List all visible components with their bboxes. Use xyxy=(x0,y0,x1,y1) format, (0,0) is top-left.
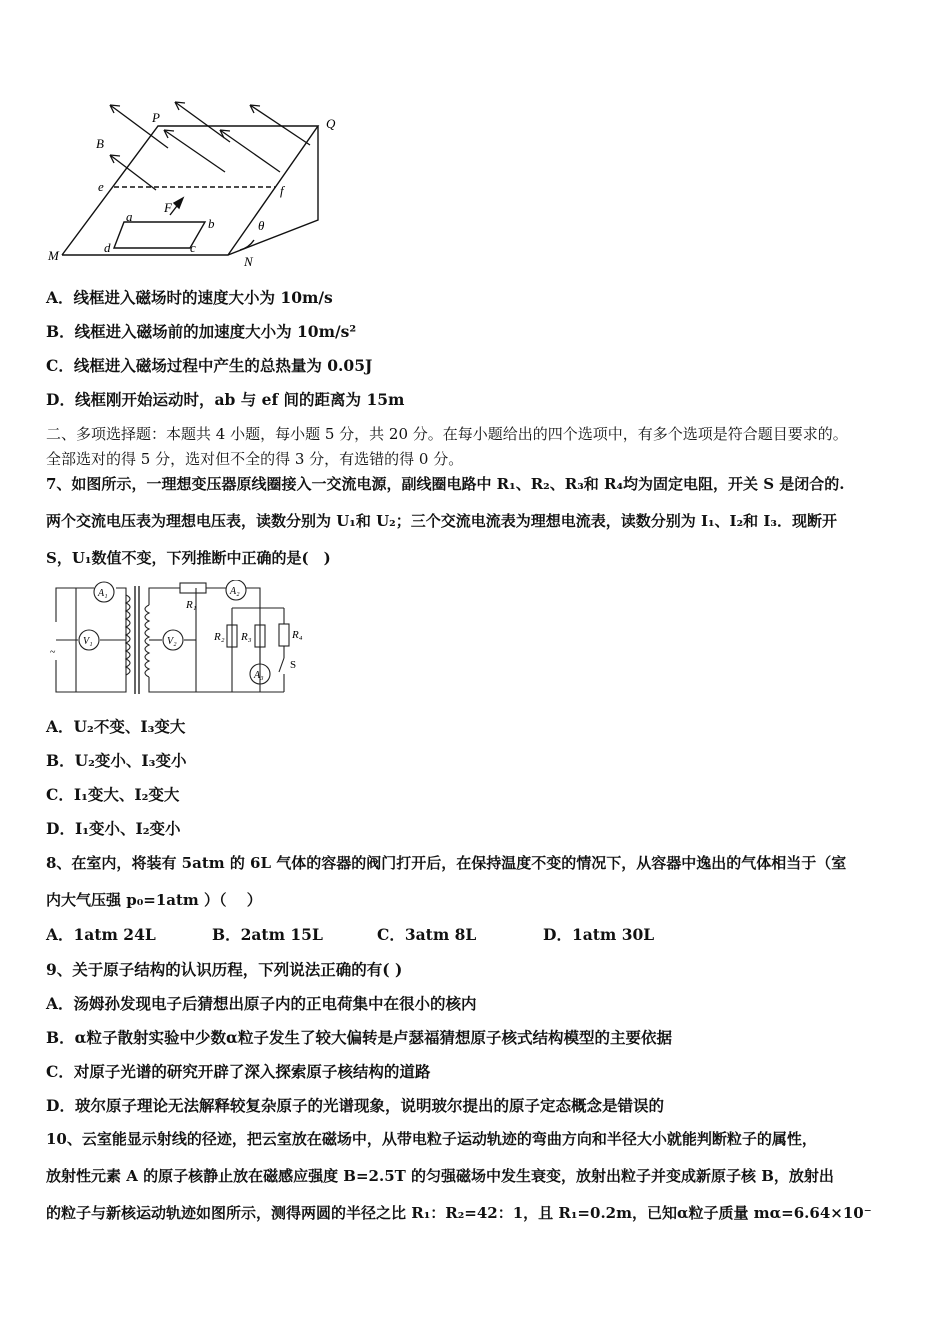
q8-option-d: D．1atm 30L xyxy=(543,925,655,944)
label-R2: R₂ xyxy=(214,631,225,643)
label-A2: A₂ xyxy=(230,586,240,597)
label-R3: R₃ xyxy=(241,631,252,643)
label-theta: θ xyxy=(258,218,265,233)
q8-option-c: C．3atm 8L xyxy=(377,925,477,944)
q8-stem-line2: 内大气压强 p₀=1atm ）（ ） xyxy=(46,891,262,909)
label-R1: R₁ xyxy=(186,599,197,611)
q9-option-c: C．对原子光谱的研究开辟了深入探索原子核结构的道路 xyxy=(46,1062,431,1081)
q7-option-b: B．U₂变小、I₃变小 xyxy=(46,751,187,770)
q7-option-d: D．I₁变小、I₂变小 xyxy=(46,819,181,838)
q6-option-c: C．线框进入磁场过程中产生的总热量为 0.05J xyxy=(46,356,373,375)
label-A3: A₃ xyxy=(254,670,264,681)
label-a: a xyxy=(126,209,133,224)
label-d: d xyxy=(104,240,111,255)
label-N: N xyxy=(244,254,253,269)
label-b: b xyxy=(208,216,215,231)
label-M: M xyxy=(48,248,59,263)
section2-line1: 二、多项选择题：本题共 4 小题，每小题 5 分，共 20 分。在每小题给出的四个选项中，有多个选项是符合题目要求的。 xyxy=(46,425,848,443)
section2-line2: 全部选对的得 5 分，选对但不全的得 3 分，有选错的得 0 分。 xyxy=(46,450,464,468)
q7-option-c: C．I₁变大、I₂变大 xyxy=(46,785,180,804)
q10-stem-line3: 的粒子与新核运动轨迹如图所示，测得两圆的半径之比 R₁：R₂=42：1，且 R₁=0.2m，已知α粒子质量 mα=6.64×10⁻ xyxy=(46,1204,872,1222)
q9-option-d: D．玻尔原子理论无法解释较复杂原子的光谱现象，说明玻尔提出的原子定态概念是错误的 xyxy=(46,1096,664,1115)
q9-option-a: A．汤姆孙发现电子后猜想出原子内的正电荷集中在很小的核内 xyxy=(46,994,477,1013)
label-R4: R₄ xyxy=(292,629,303,641)
label-V1: V₁ xyxy=(83,636,93,647)
label-A1: A₁ xyxy=(98,588,108,599)
label-c: c xyxy=(190,240,196,255)
q7-stem-line2: 两个交流电压表为理想电压表，读数分别为 U₁和 U₂；三个交流电流表为理想电流表，读数分别为 I₁、I₂和 I₃．现断开 xyxy=(46,512,837,530)
q8-option-b: B．2atm 15L xyxy=(212,925,323,944)
q8-stem-line1: 8、在室内，将装有 5atm 的 6L 气体的容器的阀门打开后，在保持温度不变的情况下，从容器中逸出的气体相当于（室 xyxy=(46,854,847,872)
q6-option-d: D．线框刚开始运动时，ab 与 ef 间的距离为 15m xyxy=(46,390,405,409)
label-source: ~ xyxy=(50,647,56,658)
circuit-figure xyxy=(46,580,316,698)
label-B: B xyxy=(96,136,104,151)
q7-stem-line1: 7、如图所示，一理想变压器原线圈接入一交流电源，副线圈电路中 R₁、R₂、R₃和 R₄均为固定电阻，开关 S 是闭合的. xyxy=(46,475,845,493)
label-Q: Q xyxy=(326,116,336,131)
label-f: f xyxy=(280,183,284,198)
q10-stem-line2: 放射性元素 A 的原子核静止放在磁感应强度 B=2.5T 的匀强磁场中发生衰变，放射出粒子并变成新原子核 B，放射出 xyxy=(46,1167,834,1185)
label-e: e xyxy=(98,179,104,194)
q7-option-a: A．U₂不变、I₃变大 xyxy=(46,717,186,736)
q6-option-a: A．线框进入磁场时的速度大小为 10m/s xyxy=(46,288,333,307)
q6-option-b: B．线框进入磁场前的加速度大小为 10m/s² xyxy=(46,322,357,341)
q10-stem-line1: 10、云室能显示射线的径迹，把云室放在磁场中，从带电粒子运动轨迹的弯曲方向和半径大小就能判断粒子的属性， xyxy=(46,1130,817,1148)
label-F: F xyxy=(164,200,172,215)
incline-figure xyxy=(40,100,350,272)
q9-option-b: B．α粒子散射实验中少数α粒子发生了较大偏转是卢瑟福猜想原子核式结构模型的主要依据 xyxy=(46,1028,672,1047)
label-S: S xyxy=(290,659,297,671)
label-V2: V₂ xyxy=(167,636,177,647)
q9-stem: 9、关于原子结构的认识历程，下列说法正确的有( ) xyxy=(46,960,403,979)
q8-option-a: A．1atm 24L xyxy=(46,925,156,944)
label-P: P xyxy=(152,110,160,125)
q7-stem-line3: S，U₁数值不变，下列推断中正确的是( ) xyxy=(46,549,331,567)
